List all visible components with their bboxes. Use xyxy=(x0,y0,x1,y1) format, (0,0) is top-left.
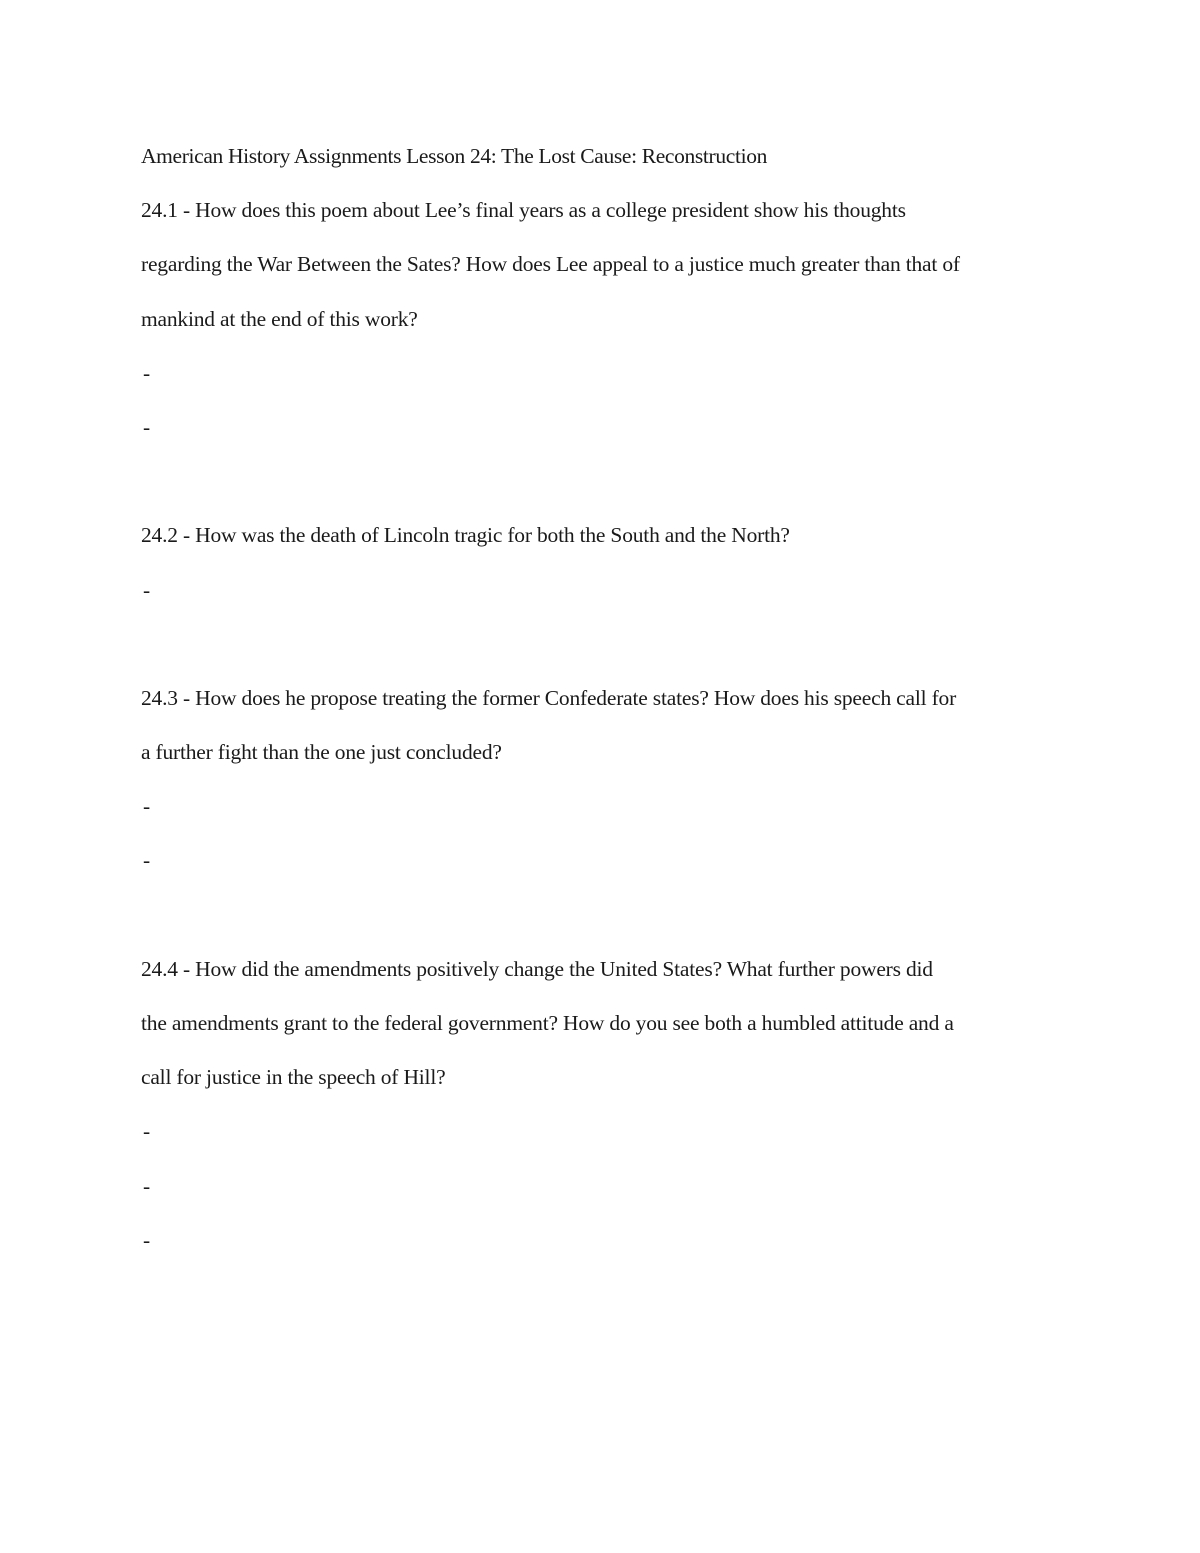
document-title: American History Assignments Lesson 24: The Lost Cause: Reconstruction xyxy=(141,144,767,168)
question-24-3 xyxy=(141,671,1071,888)
answer-dash: - xyxy=(143,794,151,819)
question-text-line: 24.3 - How does he propose treating the former Confederate states? How does his speech call for xyxy=(141,685,957,710)
question-24-4 xyxy=(141,942,1071,1267)
answer-dash: - xyxy=(143,360,151,385)
spacer xyxy=(141,454,1071,508)
answer-bullet xyxy=(141,400,1071,454)
answer-dash: - xyxy=(143,414,151,439)
answer-bullet xyxy=(141,1104,1071,1158)
answer-dash: - xyxy=(143,1119,151,1144)
answer-bullet xyxy=(141,1159,1071,1213)
answer-dash: - xyxy=(143,848,151,873)
question-text-line: 24.4 - How did the amendments positively change the United States? What further powers did xyxy=(141,956,933,981)
answer-bullet xyxy=(141,779,1071,833)
answer-bullet xyxy=(141,833,1071,887)
question-24-1 xyxy=(141,183,1071,454)
question-text-line: the amendments grant to the federal government? How do you see both a humbled attitude and a xyxy=(141,1011,954,1035)
spacer xyxy=(141,617,1071,671)
question-text-line: 24.1 - How does this poem about Lee’s final years as a college president show his thoughts xyxy=(141,198,906,223)
answer-dash: - xyxy=(143,577,151,602)
question-text-line: regarding the War Between the Sates? How does Lee appeal to a justice much greater than that of xyxy=(141,252,960,277)
answer-bullet xyxy=(141,563,1071,617)
answer-bullet xyxy=(141,346,1071,400)
question-24-2 xyxy=(141,508,1071,616)
question-text-line: 24.2 - How was the death of Lincoln tragic for both the South and the North? xyxy=(141,523,790,548)
answer-bullet xyxy=(141,1213,1071,1267)
question-text-line: mankind at the end of this work? xyxy=(141,306,418,331)
question-text-line: a further fight than the one just concluded? xyxy=(141,740,502,765)
answer-dash: - xyxy=(143,1173,151,1198)
answer-dash: - xyxy=(143,1227,151,1252)
question-text-line: call for justice in the speech of Hill? xyxy=(141,1065,446,1090)
spacer xyxy=(141,888,1071,942)
document-body xyxy=(141,129,1071,1267)
